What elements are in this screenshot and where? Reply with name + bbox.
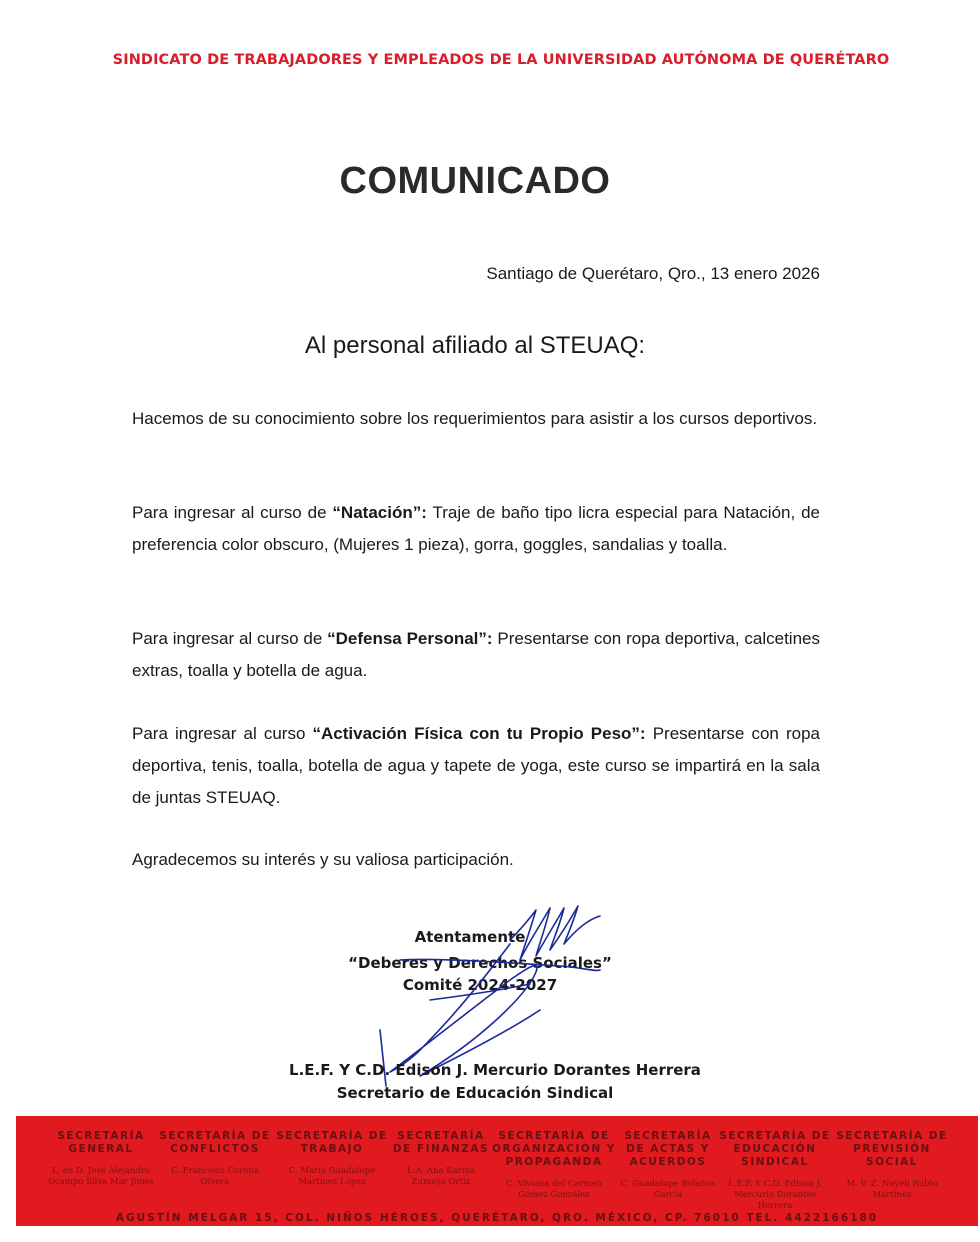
secretariat-finanzas xyxy=(390,1130,492,1188)
secretariat-title: SECRETARÍA DE TRABAJO xyxy=(276,1130,388,1155)
document-title: COMUNICADO xyxy=(339,160,611,202)
secretariat-title: SECRETARÍA DE ACTAS Y ACUERDOS xyxy=(624,1130,712,1168)
secretariat-actas xyxy=(618,1130,718,1201)
closing-paragraph: Agradecemos su interés y su valiosa participación. xyxy=(132,850,514,869)
secretariat-title: SECRETARÍA GENERAL xyxy=(57,1130,145,1155)
secretariat-holder: L.A. Ana Karina Zumaya Ortiz xyxy=(406,1166,475,1187)
secretariat-holder: M. V. Z. Nayeli Rubio Martínez xyxy=(846,1179,938,1200)
secretariat-conflictos xyxy=(156,1130,274,1188)
secretariat-holder: L. en D. José Alejandro Ocampo Silva Mar Jimes xyxy=(47,1166,155,1187)
defensa-paragraph xyxy=(132,623,820,687)
place-date: Santiago de Querétaro, Qro., 13 enero 2026 xyxy=(486,264,820,283)
secretariat-educacion xyxy=(718,1130,832,1212)
secretariat-holder: C. María Guadalupe Martínez López xyxy=(288,1166,376,1187)
natacion-prefix: Para ingresar al curso de xyxy=(132,503,333,522)
natacion-requirements: Traje de baño tipo licra especial para Natación, de preferencia color obscuro, (Mujeres 1 pieza), gorra, goggles, sandalias y toalla. xyxy=(132,503,820,554)
secretariat-holder: C. Francisco Corona Olvera xyxy=(171,1166,259,1187)
natacion-paragraph xyxy=(132,497,820,561)
activacion-requirements: Presentarse con ropa deportiva, tenis, toalla, botella de agua y tapete de yoga, este curso se impartirá en la sala de juntas STEUAQ. xyxy=(132,724,820,807)
secretariat-prevision xyxy=(832,1130,952,1201)
signatory-name: L.E.F. Y C.D. Edison J. Mercurio Dorantes Herrera xyxy=(289,1061,701,1079)
secretariat-trabajo xyxy=(276,1130,388,1188)
defensa-requirements: Presentarse con ropa deportiva, calcetines extras, toalla y botella de agua. xyxy=(132,629,820,680)
activacion-prefix: Para ingresar al curso xyxy=(132,724,313,743)
secretariat-holder: C. Guadalupe Bolaños García xyxy=(620,1179,716,1200)
activacion-paragraph xyxy=(132,718,820,814)
union-name: SINDICATO DE TRABAJADORES Y EMPLEADOS DE LA UNIVERSIDAD AUTÓNOMA DE QUERÉTARO xyxy=(112,52,890,68)
signatory-role: Secretario de Educación Sindical xyxy=(336,1084,614,1102)
secretariat-holder: C. Viviana del Carmen Gómez González xyxy=(505,1179,603,1200)
natacion-course-name: “Natación”: xyxy=(332,503,427,522)
footer-address: AGUSTÍN MELGAR 15, COL. NIÑOS HÉROES, QUERÉTARO, QRO. MÉXICO, CP. 76010 TEL. 4422166180 xyxy=(115,1212,879,1224)
secretariat-holder: L.E.F. Y C.D. Edison J. Mercurio Dorantes Herrera xyxy=(728,1179,822,1211)
defensa-prefix: Para ingresar al curso de xyxy=(132,629,328,648)
committee-period: Comité 2024-2027 xyxy=(402,976,558,994)
secretariat-title: SECRETARÍA DE PREVISIÓN SOCIAL xyxy=(836,1130,948,1168)
intro-paragraph: Hacemos de su conocimiento sobre los requerimientos para asistir a los cursos deportivos. xyxy=(132,409,818,428)
valediction: Atentamente xyxy=(414,928,526,946)
secretariat-title: SECRETARÍA DE CONFLICTOS xyxy=(159,1130,271,1155)
secretariat-organizacion xyxy=(492,1130,616,1201)
footer-bar xyxy=(16,1116,978,1226)
defensa-course-name: “Defensa Personal”: xyxy=(327,629,493,648)
activacion-course-name: “Activación Física con tu Propio Peso”: xyxy=(312,724,646,743)
secretariat-general xyxy=(46,1130,156,1188)
secretariat-title: SECRETARÍA DE ORGANIZACIÓN Y PROPAGANDA xyxy=(492,1130,616,1168)
secretariat-title: SECRETARÍA DE FINANZAS xyxy=(392,1130,490,1155)
greeting: Al personal afiliado al STEUAQ: xyxy=(304,332,646,359)
motto: “Deberes y Derechos Sociales” xyxy=(348,954,612,972)
secretariat-title: SECRETARÍA DE EDUCACIÓN SINDICAL xyxy=(719,1130,831,1168)
